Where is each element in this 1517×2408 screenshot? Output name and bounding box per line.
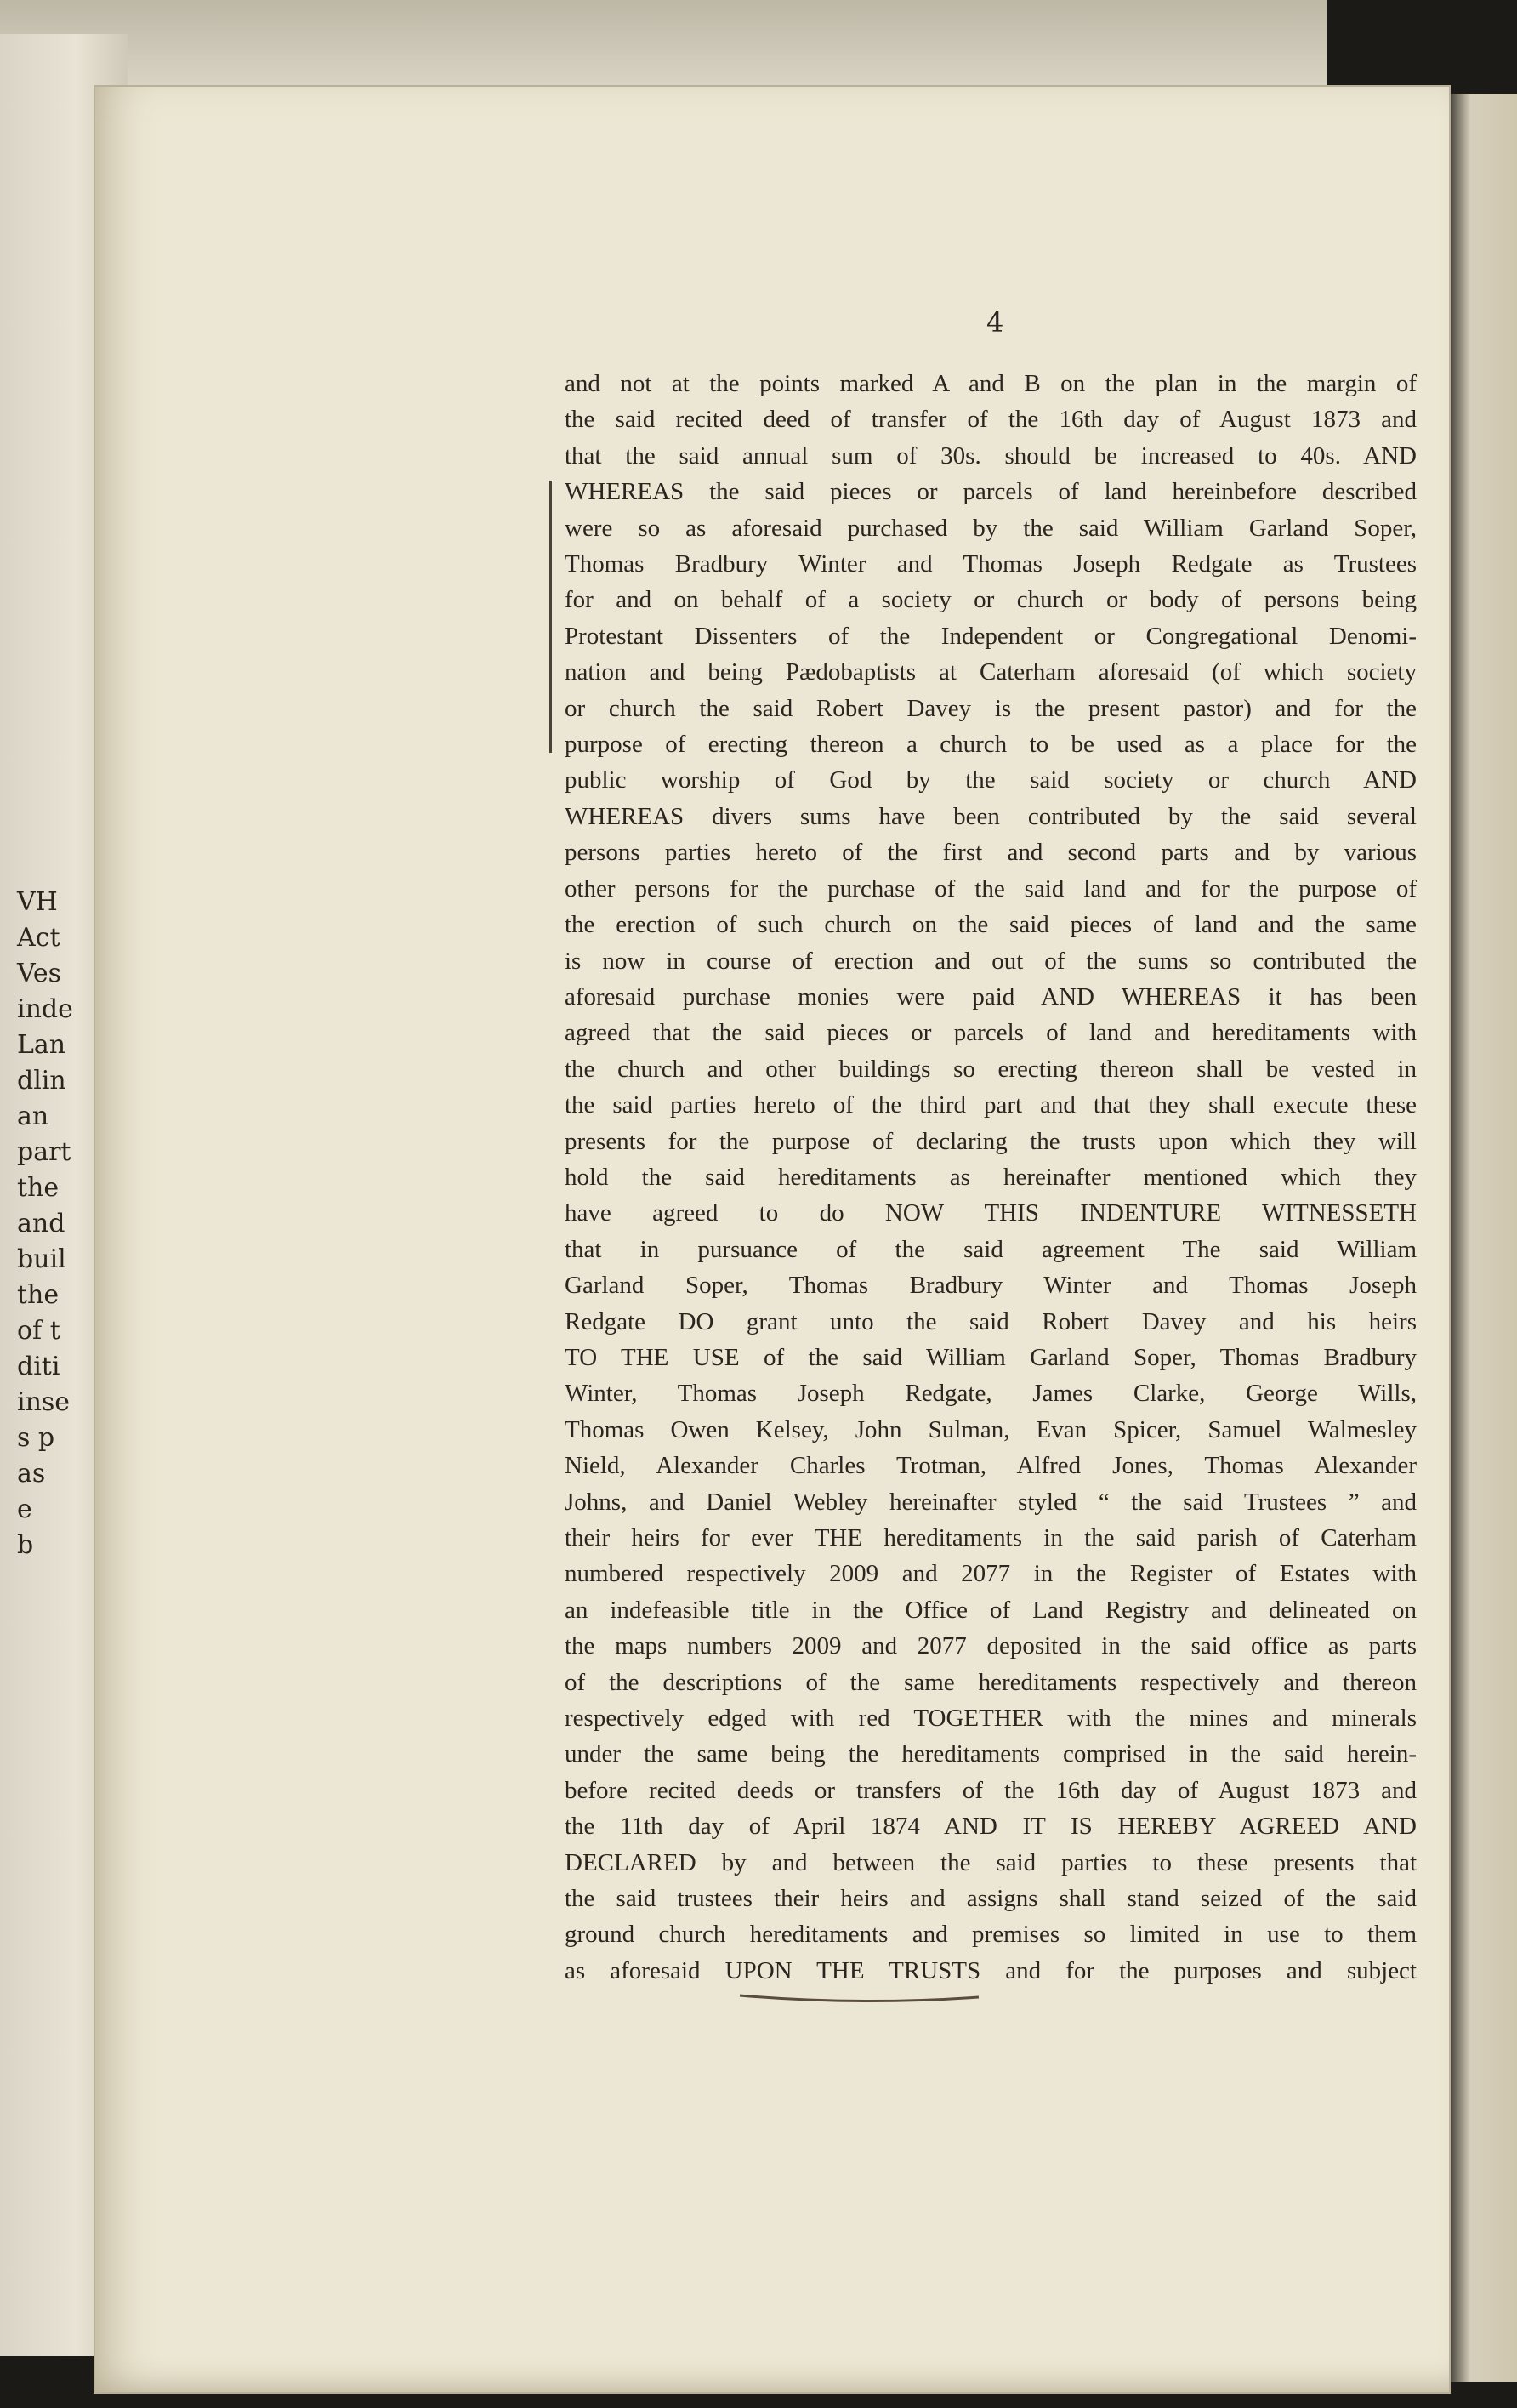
fragment-line: inde xyxy=(17,994,73,1024)
text-line: the said trustees their heirs and assigns shall stand seized of the said xyxy=(565,1885,1417,1913)
text-line: persons parties hereto of the first and second parts and by various xyxy=(565,839,1417,867)
underlying-page-text-fragments xyxy=(17,885,102,1563)
text-line: of the descriptions of the same hereditaments respectively and thereon xyxy=(565,1668,1417,1696)
fragment-line: of t xyxy=(17,1316,60,1346)
fragment-line: buil xyxy=(17,1244,66,1274)
text-line: is now in course of erection and out of the sums so contributed the xyxy=(565,947,1417,975)
text-line: agreed that the said pieces or parcels of land and hereditaments with xyxy=(565,1019,1417,1047)
text-line: Protestant Dissenters of the Independent or Congregational Denomi- xyxy=(565,622,1417,650)
fragment-line: the xyxy=(17,1173,60,1203)
text-line: have agreed to do NOW THIS INDENTURE WITNESSETH xyxy=(565,1199,1417,1227)
fragment-line: diti xyxy=(17,1352,60,1381)
text-line: numbered respectively 2009 and 2077 in the Register of Estates with xyxy=(565,1560,1417,1588)
fragment-line: an xyxy=(17,1102,49,1131)
text-line: aforesaid purchase monies were paid AND WHEREAS it has been xyxy=(565,982,1417,1010)
margin-marking-line xyxy=(549,481,552,753)
indenture-body-text xyxy=(565,366,1417,1989)
text-line: their heirs for ever THE hereditaments in the said parish of Caterham xyxy=(565,1524,1417,1551)
text-line: Nield, Alexander Charles Trotman, Alfred Jones, Thomas Alexander xyxy=(565,1452,1417,1480)
text-line: nation and being Pædobaptists at Caterham aforesaid (of which society xyxy=(565,658,1417,686)
fragment-line: Act xyxy=(17,923,60,953)
text-line: DECLARED by and between the said parties to these presents that xyxy=(565,1848,1417,1876)
text-line: Garland Soper, Thomas Bradbury Winter and Thomas Joseph xyxy=(565,1272,1417,1300)
fragment-line: Ves xyxy=(17,959,62,988)
text-line: or church the said Robert Davey is the present pastor) and for the xyxy=(565,694,1417,722)
text-line: public worship of God by the said society or church AND xyxy=(565,766,1417,794)
fragment-line: the xyxy=(17,1280,60,1310)
fragment-line: s p xyxy=(17,1423,55,1453)
text-line: the erection of such church on the said pieces of land and the same xyxy=(565,911,1417,939)
handwritten-underline xyxy=(738,1987,980,2004)
text-line: purpose of erecting thereon a church to be used as a place for the xyxy=(565,731,1417,759)
fragment-line: b xyxy=(17,1530,34,1560)
fragment-line: dlin xyxy=(17,1066,66,1096)
page-number: 4 xyxy=(986,306,1004,339)
text-line: the said recited deed of transfer of the 16th day of August 1873 and xyxy=(565,406,1417,434)
fragment-line: as xyxy=(17,1459,46,1489)
text-line: WHEREAS the said pieces or parcels of land hereinbefore described xyxy=(565,478,1417,506)
text-line: Thomas Owen Kelsey, John Sulman, Evan Spicer, Samuel Walmesley xyxy=(565,1415,1417,1443)
fragment-line: VH xyxy=(17,887,58,917)
text-line: TO THE USE of the said William Garland Soper, Thomas Bradbury xyxy=(565,1343,1417,1371)
text-line: were so as aforesaid purchased by the said William Garland Soper, xyxy=(565,514,1417,542)
fragment-line: e xyxy=(17,1494,32,1524)
text-line: an indefeasible title in the Office of Land Registry and delineated on xyxy=(565,1596,1417,1624)
text-line: as aforesaid UPON THE TRUSTS and for the purposes and subject xyxy=(565,1956,1417,1984)
text-line: WHEREAS divers sums have been contributed by the said several xyxy=(565,802,1417,830)
text-line: the church and other buildings so erecting thereon shall be vested in xyxy=(565,1055,1417,1083)
fragment-line: Lan xyxy=(17,1030,66,1060)
text-line: under the same being the hereditaments comprised in the said herein- xyxy=(565,1740,1417,1768)
text-line: Johns, and Daniel Webley hereinafter styled “ the said Trustees ” and xyxy=(565,1488,1417,1516)
underlying-page-top-edge xyxy=(0,0,1327,85)
text-line: for and on behalf of a society or church or body of persons being xyxy=(565,586,1417,614)
text-line: hold the said hereditaments as hereinafter mentioned which they xyxy=(565,1163,1417,1191)
text-line: and not at the points marked A and B on the plan in the margin of xyxy=(565,370,1417,397)
text-line: the maps numbers 2009 and 2077 deposited in the said office as parts xyxy=(565,1632,1417,1660)
text-line: that the said annual sum of 30s. should be increased to 40s. AND xyxy=(565,441,1417,470)
facing-page-edge xyxy=(1446,94,1517,2382)
text-line: before recited deeds or transfers of the 16th day of August 1873 and xyxy=(565,1776,1417,1804)
text-line: other persons for the purchase of the said land and for the purpose of xyxy=(565,874,1417,902)
fragment-line: and xyxy=(17,1209,65,1238)
text-line: Redgate DO grant unto the said Robert Davey and his heirs xyxy=(565,1307,1417,1335)
fragment-line: part xyxy=(17,1137,71,1167)
text-line: Thomas Bradbury Winter and Thomas Joseph Redgate as Trustees xyxy=(565,550,1417,578)
text-line: the said parties hereto of the third part and that they shall execute these xyxy=(565,1091,1417,1119)
text-line: presents for the purpose of declaring the trusts upon which they will xyxy=(565,1127,1417,1155)
fragment-line: inse xyxy=(17,1387,71,1417)
text-line: the 11th day of April 1874 AND IT IS HEREBY AGREED AND xyxy=(565,1813,1417,1841)
text-line: Winter, Thomas Joseph Redgate, James Clarke, George Wills, xyxy=(565,1380,1417,1408)
text-line: ground church hereditaments and premises so limited in use to them xyxy=(565,1921,1417,1949)
text-line: respectively edged with red TOGETHER with the mines and minerals xyxy=(565,1705,1417,1733)
text-line: that in pursuance of the said agreement The said William xyxy=(565,1235,1417,1263)
